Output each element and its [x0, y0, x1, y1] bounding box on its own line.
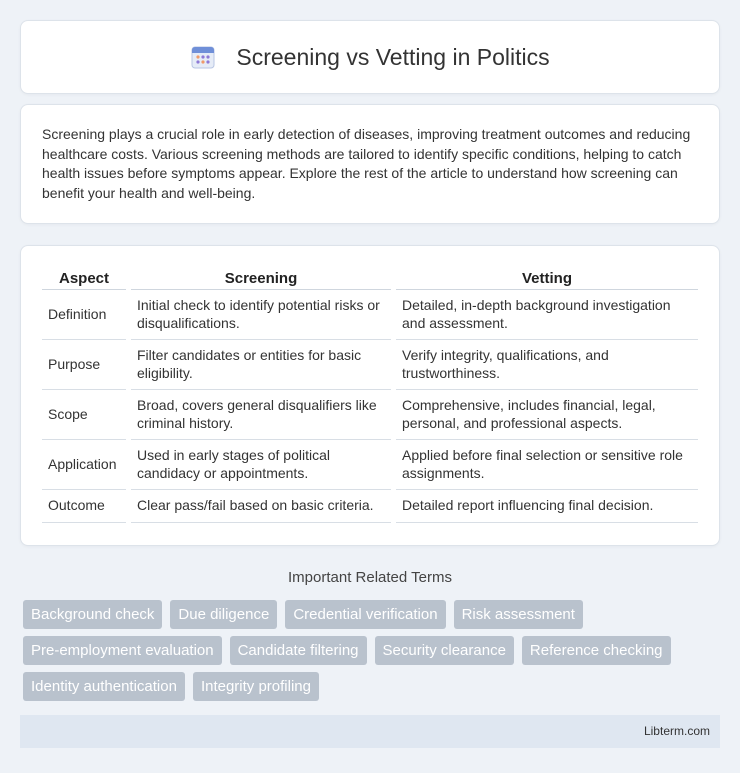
- intro-text: Screening plays a crucial role in early detection of diseases, improving treatment outcomes and reducing healthcare costs. Various screening methods are tailored to identify specific conditions, helping to catch health issues before symptoms appear. Explore the rest of the article to understand how screening can benefit your health and well-being.: [42, 126, 691, 201]
- related-term-tag[interactable]: Background check: [23, 600, 162, 629]
- aspect-cell: Purpose: [42, 340, 126, 390]
- related-term-tag[interactable]: Identity authentication: [23, 672, 185, 701]
- page-title: Screening vs Vetting in Politics: [236, 43, 550, 70]
- screening-cell: Filter candidates or entities for basic eligibility.: [131, 340, 391, 390]
- table-header-row: [42, 266, 698, 290]
- title-card: [20, 20, 720, 94]
- screening-cell: Used in early stages of political candidacy or appointments.: [131, 440, 391, 490]
- related-term-tag[interactable]: Security clearance: [375, 636, 514, 665]
- footer-site-link[interactable]: Libterm.com: [643, 724, 710, 738]
- table-row: [42, 490, 698, 523]
- related-term-tag[interactable]: Due diligence: [170, 600, 277, 629]
- aspect-cell: Definition: [42, 290, 126, 340]
- calendar-grid-icon: [190, 44, 216, 70]
- related-terms-list: [20, 600, 710, 701]
- vetting-cell: Detailed report influencing final decision.: [396, 490, 698, 523]
- screening-cell: Initial check to identify potential risks or disqualifications.: [131, 290, 391, 340]
- comparison-table-card: [20, 245, 720, 546]
- aspect-cell: Scope: [42, 390, 126, 440]
- related-term-tag[interactable]: Risk assessment: [454, 600, 583, 629]
- table-row: [42, 390, 698, 440]
- aspect-cell: Application: [42, 440, 126, 490]
- screening-cell: Clear pass/fail based on basic criteria.: [131, 490, 391, 523]
- related-terms-heading: Important Related Terms: [288, 568, 452, 586]
- header-screening: Screening: [131, 266, 391, 290]
- screening-cell: Broad, covers general disqualifiers like criminal history.: [131, 390, 391, 440]
- related-term-tag[interactable]: Candidate filtering: [230, 636, 367, 665]
- header-aspect: Aspect: [42, 266, 126, 290]
- related-term-tag[interactable]: Reference checking: [522, 636, 671, 665]
- vetting-cell: Detailed, in-depth background investigation and assessment.: [396, 290, 698, 340]
- vetting-cell: Comprehensive, includes financial, legal, personal, and professional aspects.: [396, 390, 698, 440]
- related-term-tag[interactable]: Credential verification: [285, 600, 445, 629]
- footer: [20, 715, 720, 748]
- related-term-tag[interactable]: Integrity profiling: [193, 672, 319, 701]
- comparison-table: [37, 266, 703, 523]
- intro-card: [20, 104, 720, 224]
- table-row: [42, 340, 698, 390]
- vetting-cell: Verify integrity, qualifications, and trustworthiness.: [396, 340, 698, 390]
- table-row: [42, 440, 698, 490]
- related-term-tag[interactable]: Pre-employment evaluation: [23, 636, 222, 665]
- vetting-cell: Applied before final selection or sensitive role assignments.: [396, 440, 698, 490]
- table-row: [42, 290, 698, 340]
- aspect-cell: Outcome: [42, 490, 126, 523]
- header-vetting: Vetting: [396, 266, 698, 290]
